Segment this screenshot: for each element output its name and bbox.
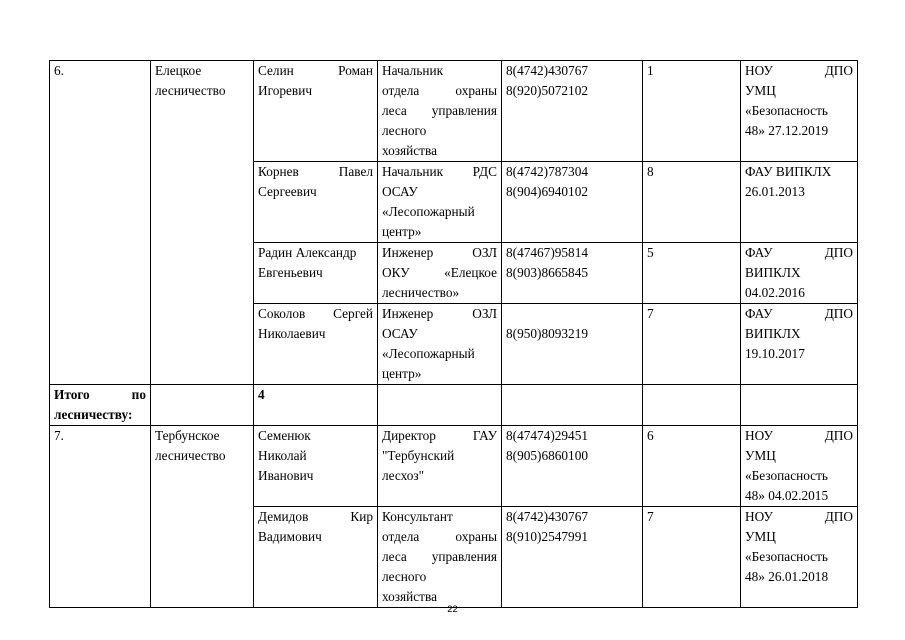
person-name: Соколов Сергей Николаевич bbox=[254, 304, 378, 385]
empty-cell bbox=[741, 385, 858, 426]
person-training: НОУ ДПО УМЦ «Безопасность 48» 26.01.2018 bbox=[741, 507, 858, 608]
person-name: Демидов Кир Вадимович bbox=[254, 507, 378, 608]
person-name: Селин Роман Игоревич bbox=[254, 61, 378, 162]
person-phones: 8(4742)430767 8(920)5072102 bbox=[502, 61, 643, 162]
forestry-name: Тербунское лесничество bbox=[151, 426, 254, 608]
total-count: 4 bbox=[254, 385, 378, 426]
forestry-name: Елецкое лесничество bbox=[151, 61, 254, 385]
total-label: Итого по лесничеству: bbox=[50, 385, 151, 426]
person-name: Радин Александр Евгеньевич bbox=[254, 243, 378, 304]
person-experience: 8 bbox=[643, 162, 741, 243]
person-experience: 7 bbox=[643, 304, 741, 385]
person-experience: 7 bbox=[643, 507, 741, 608]
person-phones: 8(950)8093219 bbox=[502, 304, 643, 385]
empty-cell bbox=[502, 385, 643, 426]
person-position: Директор ГАУ "Тербунский лесхоз" bbox=[378, 426, 502, 507]
person-experience: 1 bbox=[643, 61, 741, 162]
person-phones: 8(4742)787304 8(904)6940102 bbox=[502, 162, 643, 243]
person-training: НОУ ДПО УМЦ «Безопасность 48» 04.02.2015 bbox=[741, 426, 858, 507]
person-phones: 8(47474)29451 8(905)6860100 bbox=[502, 426, 643, 507]
person-position: Начальник РДС ОСАУ «Лесопожарный центр» bbox=[378, 162, 502, 243]
person-training: ФАУ ВИПКЛХ 26.01.2013 bbox=[741, 162, 858, 243]
table-row bbox=[50, 426, 858, 507]
person-training: НОУ ДПО УМЦ «Безопасность 48» 27.12.2019 bbox=[741, 61, 858, 162]
table-row bbox=[50, 61, 858, 162]
empty-cell bbox=[643, 385, 741, 426]
person-training: ФАУ ДПО ВИПКЛХ 19.10.2017 bbox=[741, 304, 858, 385]
person-name: Корнев Павел Сергеевич bbox=[254, 162, 378, 243]
person-position: Инженер ОЗЛ ОСАУ «Лесопожарный центр» bbox=[378, 304, 502, 385]
empty-cell bbox=[378, 385, 502, 426]
total-row bbox=[50, 385, 858, 426]
person-training: ФАУ ДПО ВИПКЛХ 04.02.2016 bbox=[741, 243, 858, 304]
person-name: Семенюк Николай Иванович bbox=[254, 426, 378, 507]
page-number: 22 bbox=[447, 604, 458, 615]
person-position: Начальник отдела охраны леса управления лесного хозяйства bbox=[378, 61, 502, 162]
person-position: Консультант отдела охраны леса управления лесного хозяйства bbox=[378, 507, 502, 608]
staff-table bbox=[49, 60, 858, 608]
person-experience: 5 bbox=[643, 243, 741, 304]
empty-cell bbox=[151, 385, 254, 426]
person-phones: 8(4742)430767 8(910)2547991 bbox=[502, 507, 643, 608]
person-experience: 6 bbox=[643, 426, 741, 507]
row-number: 7. bbox=[50, 426, 151, 608]
person-phones: 8(47467)95814 8(903)8665845 bbox=[502, 243, 643, 304]
row-number: 6. bbox=[50, 61, 151, 385]
person-position: Инженер ОЗЛ ОКУ «Елецкое лесничество» bbox=[378, 243, 502, 304]
